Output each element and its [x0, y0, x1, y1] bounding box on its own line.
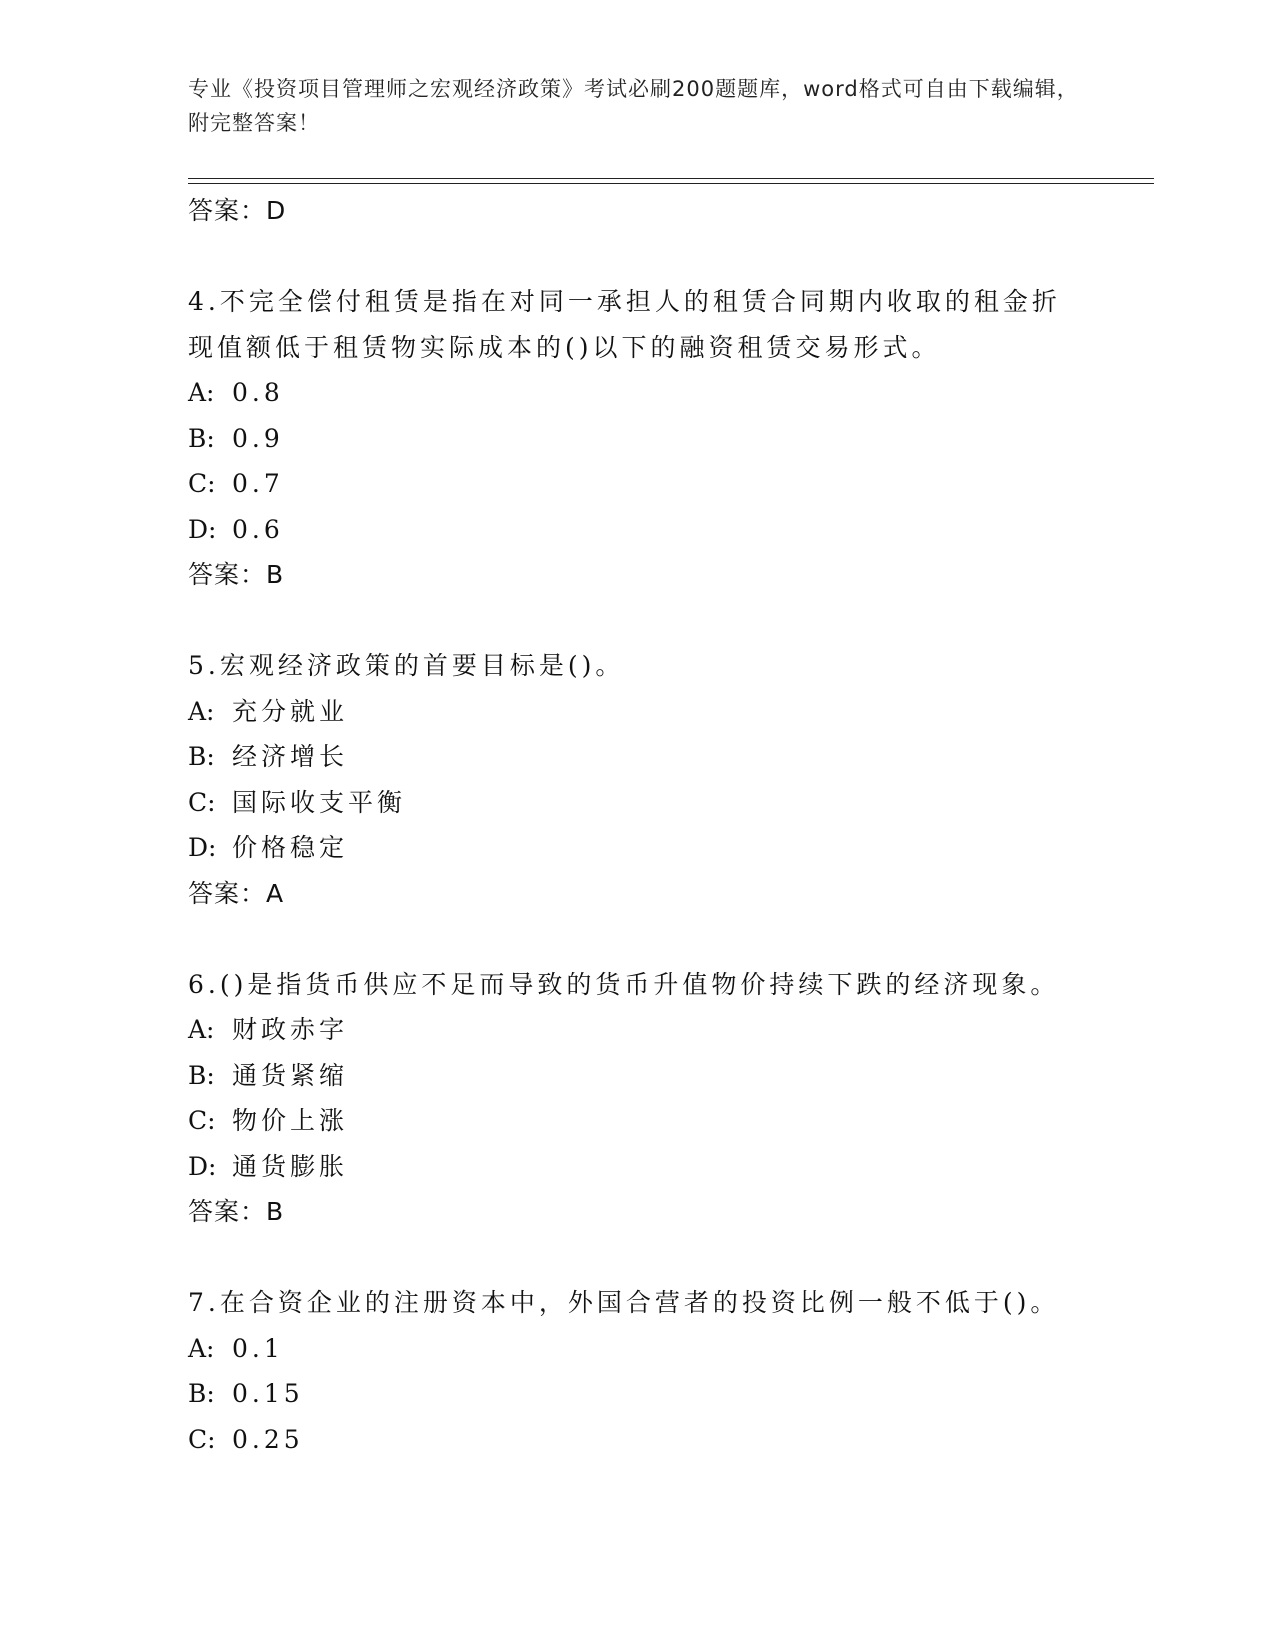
header-rule-bottom: [188, 183, 1154, 184]
question-stem: 5.宏观经济政策的首要目标是()。: [188, 651, 625, 680]
option-a: [188, 370, 1154, 416]
option-c: [188, 461, 1154, 507]
answer-label: 答案：: [188, 1197, 267, 1226]
option-text: 0.9: [232, 423, 284, 453]
answer-value: D: [266, 196, 287, 225]
answer-line: [188, 1189, 1154, 1234]
option-key: A:: [188, 696, 215, 726]
option-key: C:: [188, 1424, 216, 1454]
option-text: 通货膨胀: [232, 1151, 349, 1181]
option-a: [188, 689, 1154, 735]
option-text: 通货紧缩: [232, 1060, 349, 1090]
answer-line: [188, 552, 1154, 597]
option-key: B:: [188, 1379, 215, 1408]
header-rule-top: [188, 178, 1154, 179]
option-key: A:: [188, 378, 215, 407]
option-text: 财政赤字: [232, 1015, 349, 1044]
option-b: [188, 1053, 1154, 1099]
option-d: [188, 1144, 1154, 1190]
answer-value: B: [266, 560, 285, 589]
option-key: D:: [188, 514, 217, 544]
question-stem: 7.在合资企业的注册资本中，外国合营者的投资比例一般不低于()。: [188, 1288, 1060, 1317]
option-d: [188, 825, 1154, 871]
option-c: [188, 1098, 1154, 1144]
option-a: [188, 1326, 1154, 1372]
option-key: A:: [188, 1333, 215, 1363]
option-key: B:: [188, 742, 215, 771]
answer-label: 答案：: [188, 878, 267, 908]
option-text: 0.25: [232, 1424, 304, 1454]
question-list: [188, 188, 1154, 1462]
option-text: 0.15: [232, 1379, 304, 1408]
option-text: 0.6: [232, 514, 284, 544]
option-text: 0.7: [232, 469, 284, 498]
option-key: B:: [188, 1060, 215, 1090]
option-key: B:: [188, 423, 215, 453]
option-d: [188, 507, 1154, 553]
option-text: 物价上涨: [232, 1106, 349, 1135]
option-key: D:: [188, 1151, 217, 1181]
option-key: C:: [188, 787, 216, 817]
answer-value: B: [266, 1197, 285, 1226]
spacer: [188, 916, 1154, 962]
answer-line: [188, 871, 1154, 916]
question-stem: 6.()是指货币供应不足而导致的货币升值物价持续下跌的经济现象。: [188, 969, 1060, 999]
answer-label: 答案：: [188, 196, 267, 225]
option-a: [188, 1007, 1154, 1053]
option-text: 国际收支平衡: [232, 787, 407, 817]
spacer: [188, 597, 1154, 643]
document-header: 专业《投资项目管理师之宏观经济政策》考试必刷200题题库，word格式可自由下载编辑，附完整答案！: [188, 77, 1079, 135]
option-b: [188, 734, 1154, 780]
option-text: 0.1: [232, 1333, 284, 1363]
option-text: 0.8: [232, 378, 284, 407]
question-stem: 4.不完全偿付租赁是指在对同一承担人的租赁合同期内收取的租金折现值额低于租赁物实际成本的()以下的融资租赁交易形式。: [188, 287, 1061, 362]
option-key: C:: [188, 1106, 216, 1135]
option-b: [188, 1371, 1154, 1417]
option-text: 经济增长: [232, 742, 349, 771]
option-b: [188, 416, 1154, 462]
spacer: [188, 1234, 1154, 1280]
option-text: 充分就业: [232, 696, 349, 726]
spacer: [188, 233, 1154, 279]
option-key: D:: [188, 833, 217, 862]
option-c: [188, 780, 1154, 826]
option-key: C:: [188, 469, 216, 498]
option-key: A:: [188, 1015, 215, 1044]
answer-value: A: [266, 878, 285, 908]
answer-label: 答案：: [188, 560, 267, 589]
option-c: [188, 1417, 1154, 1463]
answer-line: [188, 188, 1154, 233]
option-text: 价格稳定: [232, 833, 349, 862]
